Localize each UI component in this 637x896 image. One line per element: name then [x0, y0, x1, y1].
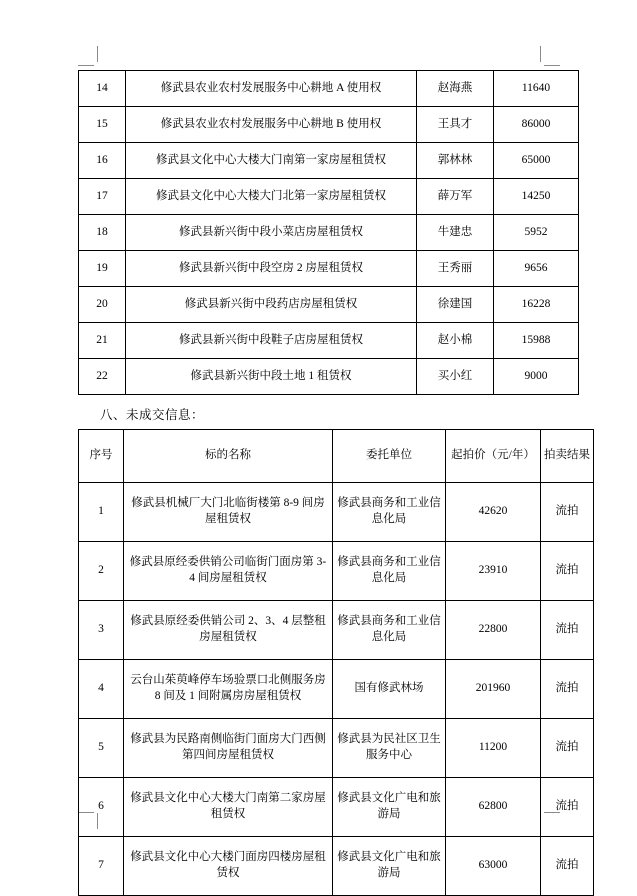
row-unit: 修武县商务和工业信息化局	[333, 542, 446, 601]
row-price: 201960	[446, 660, 541, 719]
table-row	[79, 143, 579, 179]
row-result: 流拍	[541, 601, 594, 660]
row-result: 流拍	[541, 542, 594, 601]
row-no: 16	[79, 143, 126, 179]
row-person: 赵小棉	[417, 323, 494, 359]
row-unit: 修武县文化广电和旅游局	[333, 837, 446, 896]
row-result: 流拍	[541, 778, 594, 837]
table-bid-results-body	[79, 71, 579, 395]
row-unit: 修武县文化广电和旅游局	[333, 778, 446, 837]
row-name: 修武县文化中心大楼大门南第二家房屋租赁权	[124, 778, 333, 837]
section-heading-unsold: 八、未成交信息：	[100, 408, 205, 422]
row-name: 修武县文化中心大楼门面房四楼房屋租赁权	[124, 837, 333, 896]
row-no: 3	[79, 601, 124, 660]
table-row	[79, 215, 579, 251]
row-person: 徐建国	[417, 287, 494, 323]
table-row	[79, 323, 579, 359]
row-unit: 修武县商务和工业信息化局	[333, 483, 446, 542]
row-no: 1	[79, 483, 124, 542]
table-row	[79, 179, 579, 215]
row-price: 14250	[494, 179, 579, 215]
row-name: 修武县文化中心大楼大门南第一家房屋租赁权	[126, 143, 417, 179]
row-no: 18	[79, 215, 126, 251]
table-row	[79, 660, 594, 719]
row-unit: 国有修武林场	[333, 660, 446, 719]
row-name: 修武县原经委供销公司 2、3、4 层整租房屋租赁权	[124, 601, 333, 660]
row-person: 赵海燕	[417, 71, 494, 107]
row-no: 7	[79, 837, 124, 896]
header-price: 起拍价（元/年）	[446, 430, 541, 483]
row-no: 14	[79, 71, 126, 107]
row-result: 流拍	[541, 660, 594, 719]
row-no: 2	[79, 542, 124, 601]
row-person: 牛建忠	[417, 215, 494, 251]
row-no: 6	[79, 778, 124, 837]
row-no: 21	[79, 323, 126, 359]
row-result: 流拍	[541, 837, 594, 896]
table-row	[79, 107, 579, 143]
row-person: 王具才	[417, 107, 494, 143]
header-no: 序号	[79, 430, 124, 483]
row-no: 22	[79, 359, 126, 395]
row-name: 修武县文化中心大楼大门北第一家房屋租赁权	[126, 179, 417, 215]
table-unsold-body	[79, 430, 594, 896]
row-unit: 修武县商务和工业信息化局	[333, 601, 446, 660]
row-name: 修武县新兴街中段小菜店房屋租赁权	[126, 215, 417, 251]
row-price: 9000	[494, 359, 579, 395]
row-result: 流拍	[541, 719, 594, 778]
row-no: 19	[79, 251, 126, 287]
row-price: 15988	[494, 323, 579, 359]
row-price: 65000	[494, 143, 579, 179]
row-name: 修武县新兴街中段空房 2 房屋租赁权	[126, 251, 417, 287]
row-result: 流拍	[541, 483, 594, 542]
crop-mark-top-right	[540, 46, 560, 66]
table-row	[79, 287, 579, 323]
row-no: 17	[79, 179, 126, 215]
row-unit: 修武县为民社区卫生服务中心	[333, 719, 446, 778]
table-row	[79, 71, 579, 107]
row-no: 20	[79, 287, 126, 323]
table-row	[79, 359, 579, 395]
row-person: 王秀丽	[417, 251, 494, 287]
document-content	[78, 70, 590, 896]
table-row	[79, 719, 594, 778]
table-bid-results	[78, 70, 579, 395]
row-price: 11200	[446, 719, 541, 778]
row-name: 修武县农业农村发展服务中心耕地 A 使用权	[126, 71, 417, 107]
row-no: 15	[79, 107, 126, 143]
row-no: 5	[79, 719, 124, 778]
table-row	[79, 483, 594, 542]
header-unit: 委托单位	[333, 430, 446, 483]
table-row	[79, 778, 594, 837]
row-name: 修武县机械厂大门北临街楼第 8-9 间房屋租赁权	[124, 483, 333, 542]
table-row	[79, 601, 594, 660]
row-price: 42620	[446, 483, 541, 542]
row-name: 修武县新兴街中段土地 1 租赁权	[126, 359, 417, 395]
row-person: 郭林林	[417, 143, 494, 179]
table-row	[79, 542, 594, 601]
table-row	[79, 251, 579, 287]
table-row	[79, 837, 594, 896]
row-price: 5952	[494, 215, 579, 251]
table-unsold-info	[78, 429, 594, 896]
row-price: 22800	[446, 601, 541, 660]
row-price: 9656	[494, 251, 579, 287]
header-result: 拍卖结果	[541, 430, 594, 483]
header-name: 标的名称	[124, 430, 333, 483]
row-person: 薛万军	[417, 179, 494, 215]
row-name: 修武县为民路南侧临街门面房大门西侧第四间房屋租赁权	[124, 719, 333, 778]
row-price: 62800	[446, 778, 541, 837]
row-no: 4	[79, 660, 124, 719]
crop-mark-top-left	[78, 46, 98, 66]
row-price: 11640	[494, 71, 579, 107]
row-price: 16228	[494, 287, 579, 323]
row-name: 修武县原经委供销公司临街门面房第 3-4 间房屋租赁权	[124, 542, 333, 601]
row-name: 修武县农业农村发展服务中心耕地 B 使用权	[126, 107, 417, 143]
row-price: 86000	[494, 107, 579, 143]
row-person: 买小红	[417, 359, 494, 395]
row-name: 修武县新兴街中段药店房屋租赁权	[126, 287, 417, 323]
row-name: 云台山茱萸峰停车场验票口北侧服务房 8 间及 1 间附属房房屋租赁权	[124, 660, 333, 719]
table-header-row	[79, 430, 594, 483]
row-price: 63000	[446, 837, 541, 896]
row-price: 23910	[446, 542, 541, 601]
row-name: 修武县新兴街中段鞋子店房屋租赁权	[126, 323, 417, 359]
